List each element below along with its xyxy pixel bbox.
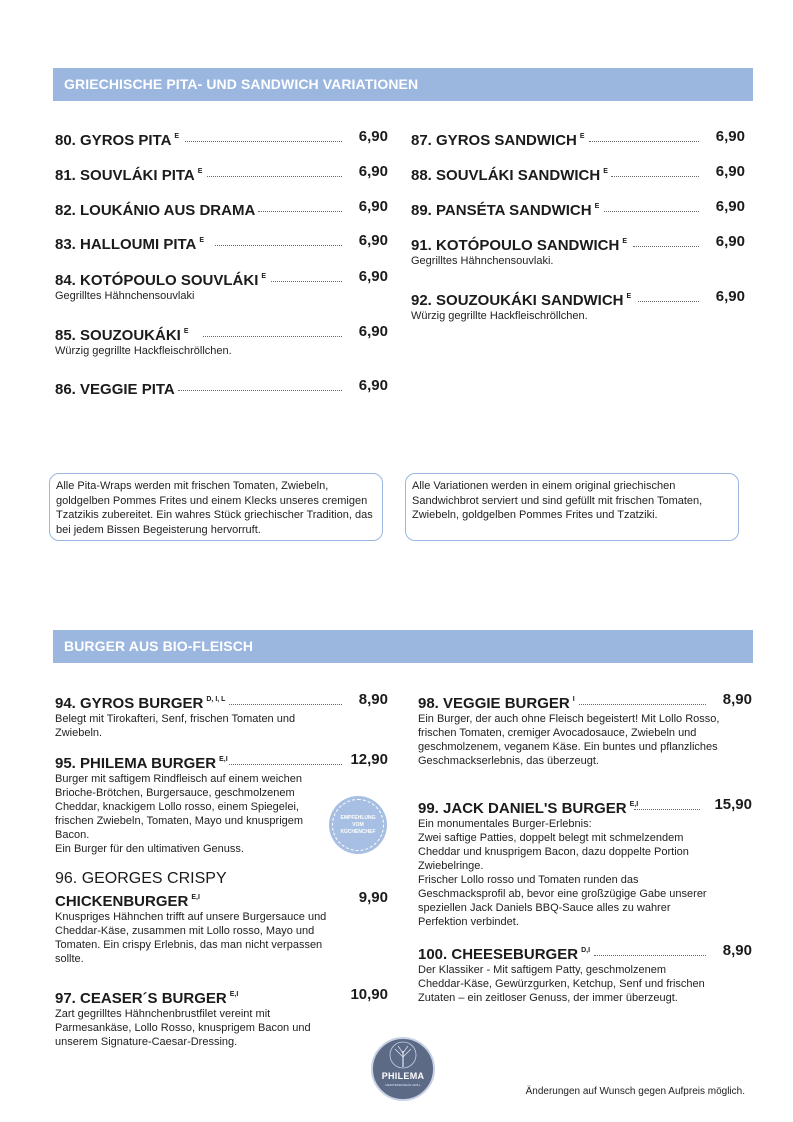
menu-item xyxy=(411,162,745,182)
item-description: Zart gegrilltes Hähnchenbrustfilet vereint mit Parmesankäse, Lollo Rosso, knusprigem Bacon und unserem Signature-Caesar-Dressing. xyxy=(55,1008,311,1048)
item-name: 80. GYROS PITA $^E$ xyxy=(55,132,180,149)
item-description: Der Klassiker - Mit saftigem Patty, geschmolzenem Cheddar-Käse, Gewürzgurken, Ketchup, Senf und frischen Zutaten – ein zeitloser Genuss, der immer überzeugt. xyxy=(418,964,705,1004)
item-name-continued: CHICKENBURGER $^{E,I}$ xyxy=(55,893,200,910)
item-name: 94. GYROS BURGER $^{D, I, L}$ xyxy=(55,695,226,712)
item-name: 85. SOUZOUKÁKI $^E$ xyxy=(55,327,189,344)
item-name: 98. VEGGIE BURGER $^I$ xyxy=(418,695,575,712)
philema-logo: PHILEMA MEDITERRANEAN GRILL xyxy=(371,1037,435,1101)
tree-icon xyxy=(373,1039,433,1073)
item-price: 8,90 xyxy=(722,942,752,959)
item-price: 6,90 xyxy=(715,128,745,145)
menu-item xyxy=(411,232,745,268)
item-price: 6,90 xyxy=(358,232,388,249)
menu-item xyxy=(55,162,388,182)
item-price: 6,90 xyxy=(358,198,388,215)
item-name: 95. PHILEMA BURGER $^{E,I}$ xyxy=(55,755,228,772)
item-price: 6,90 xyxy=(715,198,745,215)
menu-item xyxy=(55,127,388,147)
menu-item xyxy=(418,690,752,768)
item-description: Gegrilltes Hähnchensouvlaki. xyxy=(411,255,554,267)
item-name: 87. GYROS SANDWICH $^E$ xyxy=(411,132,585,149)
item-price: 8,90 xyxy=(722,691,752,708)
item-price: 6,90 xyxy=(358,268,388,285)
item-name: 96. GEORGES CRISPY xyxy=(55,870,227,887)
menu-item xyxy=(55,985,388,1049)
item-description: Ein monumentales Burger-Erlebnis: Zwei saftige Patties, doppelt belegt mit schmelzendem Cheddar und knusprigem Bacon, dazu doppelte Portion Zwiebelringe. Frischer Lollo rosso und Tomaten runden das Geschmacksprofil ab, bevor eine großzügige Gabe unserer speziellen Jack Daniels BBQ-Sauce alles zu wahrer Perfektion verbindet. xyxy=(418,818,707,928)
item-price: 6,90 xyxy=(358,377,388,394)
menu-item xyxy=(55,322,388,358)
item-description: Würzig gegrillte Hackfleischröllchen. xyxy=(55,345,232,357)
menu-item xyxy=(55,376,388,396)
item-description: Würzig gegrillte Hackfleischröllchen. xyxy=(411,310,588,322)
item-price: 6,90 xyxy=(358,128,388,145)
menu-item xyxy=(418,941,752,1005)
menu-item xyxy=(411,127,745,147)
menu-item xyxy=(55,197,388,217)
item-name: 99. JACK DANIEL'S BURGER $^{E,I}$ xyxy=(418,800,639,817)
menu-item xyxy=(418,795,752,929)
item-name: 89. PANSÉTA SANDWICH $^E$ xyxy=(411,202,600,219)
item-name: 83. HALLOUMI PITA $^E$ xyxy=(55,236,205,253)
item-description: Burger mit saftigem Rindfleisch auf einem weichen Brioche-Brötchen, Burgersauce, geschmolzenem Cheddar, knackigem Lollo rosso, einem Spiegelei, frischen Zwiebeln, Tomaten, Mayo und knusprigem Bacon. Ein Burger für den ultimativen Genuss. xyxy=(55,773,304,855)
menu-item xyxy=(411,197,745,217)
item-price: 6,90 xyxy=(358,323,388,340)
section-header-burger: BURGER AUS BIO-FLEISCH xyxy=(53,630,753,663)
item-description: Belegt mit Tirokafteri, Senf, frischen Tomaten und Zwiebeln. xyxy=(55,713,296,739)
chef-recommendation-badge: EMPFEHLUNG VOM KÜCHENCHEF xyxy=(329,796,387,854)
item-price: 6,90 xyxy=(358,163,388,180)
item-name: 86. VEGGIE PITA xyxy=(55,381,175,398)
item-price: 8,90 xyxy=(358,691,388,708)
item-name: 81. SOUVLÁKI PITA $^E$ xyxy=(55,167,203,184)
menu-item xyxy=(55,231,388,251)
item-name: 91. KOTÓPOULO SANDWICH $^E$ xyxy=(411,237,628,254)
item-price: 9,90 xyxy=(358,889,388,906)
menu-item xyxy=(55,870,388,966)
item-description: Knuspriges Hähnchen trifft auf unsere Burgersauce und Cheddar-Käse, zusammen mit Lollo rosso, Mayo und Tomaten. Ein crispy Erlebnis, das man nicht verpassen sollte. xyxy=(55,911,327,965)
item-name: 82. LOUKÁNIO AUS DRAMA xyxy=(55,202,256,219)
menu-item xyxy=(411,287,745,323)
menu-item xyxy=(55,690,388,740)
menu-item xyxy=(55,267,388,303)
item-description: Gegrilltes Hähnchensouvlaki xyxy=(55,290,195,302)
item-name: 97. CEASER´S BURGER $^{E,I}$ xyxy=(55,990,239,1007)
item-name: 92. SOUZOUKÁKI SANDWICH $^E$ xyxy=(411,292,632,309)
item-price: 15,90 xyxy=(714,796,752,813)
item-price: 12,90 xyxy=(350,751,388,768)
section-header-pita: GRIECHISCHE PITA- UND SANDWICH VARIATIONEN xyxy=(53,68,753,101)
info-box-pita: Alle Pita-Wraps werden mit frischen Tomaten, Zwiebeln, goldgelben Pommes Frites und einem Klecks unseres cremigen Tzatzikis zubereitet. Ein wahres Stück griechischer Tradition, das bei jedem Bissen Begeisterung hervorruft. xyxy=(49,473,383,541)
item-price: 6,90 xyxy=(715,163,745,180)
footer-note: Änderungen auf Wunsch gegen Aufpreis möglich. xyxy=(525,1086,745,1097)
item-name: 88. SOUVLÁKI SANDWICH $^E$ xyxy=(411,167,608,184)
item-price: 6,90 xyxy=(715,233,745,250)
item-name: 100. CHEESEBURGER $^{D,I}$ xyxy=(418,946,591,963)
info-box-sandwich: Alle Variationen werden in einem original griechischen Sandwichbrot serviert und sind gefüllt mit frischen Tomaten, Zwiebeln, goldgelben Pommes Frites und Tzatziki. xyxy=(405,473,739,541)
item-description: Ein Burger, der auch ohne Fleisch begeistert! Mit Lollo Rosso, frischen Tomaten, cremiger Avocadosauce, Zwiebeln und geschmolzenem, veganem Käse. Ein buntes und pflanzliches Geschmackserlebnis, das überzeugt. xyxy=(418,713,720,767)
item-price: 6,90 xyxy=(715,288,745,305)
item-name: 84. KOTÓPOULO SOUVLÁKI $^E$ xyxy=(55,272,267,289)
item-price: 10,90 xyxy=(350,986,388,1003)
